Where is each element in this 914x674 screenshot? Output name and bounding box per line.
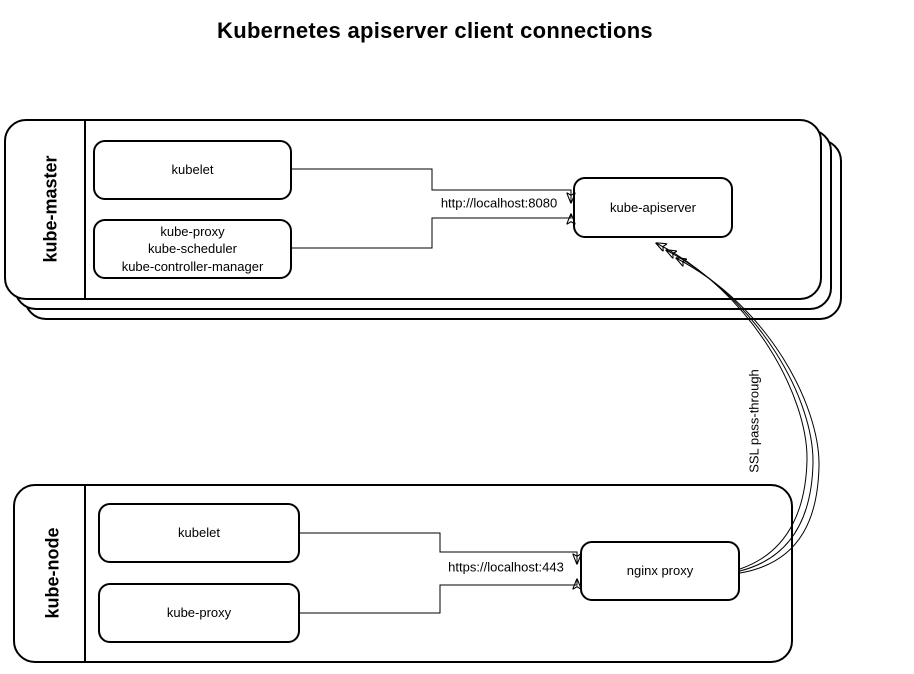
diagram-title: Kubernetes apiserver client connections <box>217 18 653 43</box>
node-kube-proxy-label: kube-proxy <box>166 605 232 621</box>
master-components-node <box>93 219 292 279</box>
master-component-kube-proxy: kube-proxy <box>160 224 225 240</box>
master-kubelet-node <box>93 140 292 200</box>
kube-master-separator <box>84 120 86 299</box>
kube-node-separator <box>84 485 86 662</box>
node-kubelet-label: kubelet <box>178 525 220 541</box>
kube-apiserver-label: kube-apiserver <box>610 199 696 215</box>
kube-apiserver-node <box>573 177 733 238</box>
node-kubelet-node <box>98 503 300 563</box>
master-kubelet-label: kubelet <box>171 162 214 178</box>
node-kube-proxy-node <box>98 583 300 643</box>
nginx-proxy-node <box>580 541 740 601</box>
master-component-kube-controller-manager: kube-controller-manager <box>121 258 264 274</box>
master-component-kube-scheduler: kube-scheduler <box>148 241 237 257</box>
kube-master-label: kube-master <box>40 155 61 263</box>
nginx-proxy-label: nginx proxy <box>626 563 694 579</box>
edge-label-https-localhost-443: https://localhost:443 <box>448 559 564 575</box>
edge-label-ssl-passthrough: SSL pass-through <box>746 369 762 473</box>
kube-node-label: kube-node <box>42 527 63 619</box>
edge-label-http-localhost-8080: http://localhost:8080 <box>440 195 558 211</box>
